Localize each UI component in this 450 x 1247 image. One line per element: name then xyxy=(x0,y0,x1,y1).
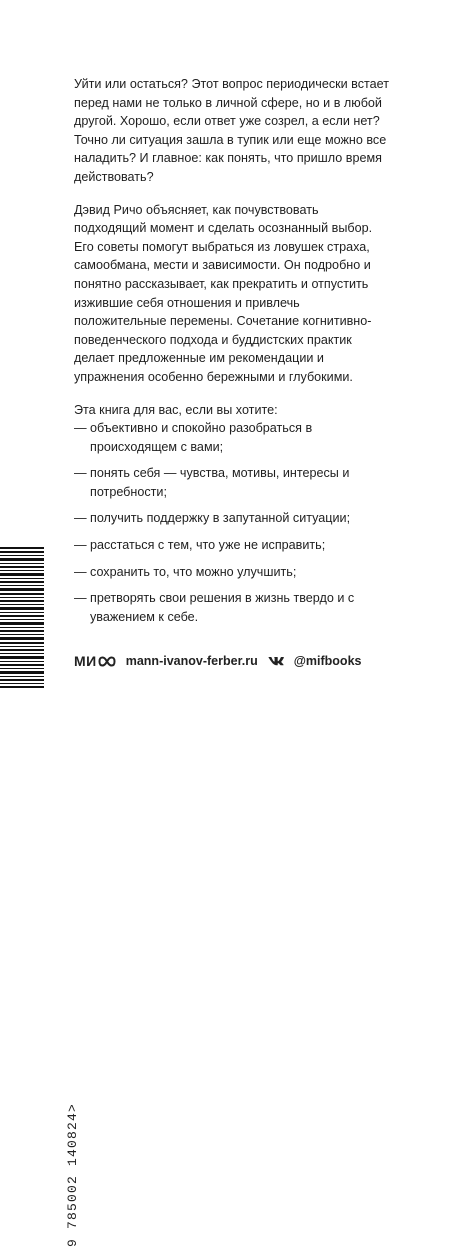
list-item-text: претворять свои решения в жизнь твердо и с уважением к себе. xyxy=(90,591,355,624)
list-item-text: понять себя — чувства, мотивы, интересы и потребности; xyxy=(90,466,350,499)
vk-icon[interactable] xyxy=(268,656,284,666)
isbn-number xyxy=(65,1079,83,1247)
list-intro: Эта книга для вас, если вы хотите: xyxy=(74,402,278,417)
benefit-list xyxy=(74,419,394,626)
isbn-digits: 9 785002 140824 xyxy=(65,1111,80,1247)
list-item xyxy=(74,563,394,582)
list-item-text: расстаться с тем, что уже не исправить; xyxy=(90,538,326,553)
paragraph-intro: Уйти или остаться? Этот вопрос периодически встает перед нами не только в личной сфере, но и в любой другой. Хорошо, если ответ уже созрел, а если нет? Точно ли ситуация зашла в тупик или еще можно все наладить? И главное: как понять, что пришло время действовать? xyxy=(74,77,389,184)
dash: — xyxy=(74,538,87,553)
website-link[interactable]: mann-ivanov-ferber.ru xyxy=(125,654,258,668)
list-item xyxy=(74,419,394,456)
list-item-text: сохранить то, что можно улучшить; xyxy=(90,564,297,579)
list-item xyxy=(74,589,394,626)
list-item-text: объективно и спокойно разобраться в происходящем с вами; xyxy=(90,421,313,454)
isbn-arrow: > xyxy=(65,1102,80,1112)
logo-text: МИ xyxy=(74,653,97,669)
cover-text xyxy=(74,75,394,634)
list-item xyxy=(74,464,394,501)
dash: — xyxy=(74,421,87,436)
infinity-icon xyxy=(98,656,116,667)
list-item xyxy=(74,536,394,555)
publisher-footer xyxy=(74,651,361,671)
isbn-barcode xyxy=(0,545,80,1247)
dash: — xyxy=(74,466,87,481)
social-handle[interactable]: @mifbooks xyxy=(293,654,362,668)
dash: — xyxy=(74,564,87,579)
paragraph-description: Дэвид Ричо объясняет, как почувствовать подходящий момент и сделать осознанный выбор. Его советы помогут выбраться из ловушек страха, самообмана, мести и зависимости. Он подробно и понятно рассказывает, как прекратить и отпустить изжившие себя отношения и привлечь положительные перемены. Сочетание когнитивно-поведенческого подхода и буддистских практик делает предложенные им рекомендации и упражнения особенно бережными и глубокими. xyxy=(74,202,373,384)
publisher-logo xyxy=(74,653,116,669)
dash: — xyxy=(74,591,87,606)
list-item xyxy=(74,509,394,528)
barcode-bars xyxy=(0,545,44,690)
dash: — xyxy=(74,511,87,526)
list-item-text: получить поддержку в запутанной ситуации; xyxy=(90,511,351,526)
